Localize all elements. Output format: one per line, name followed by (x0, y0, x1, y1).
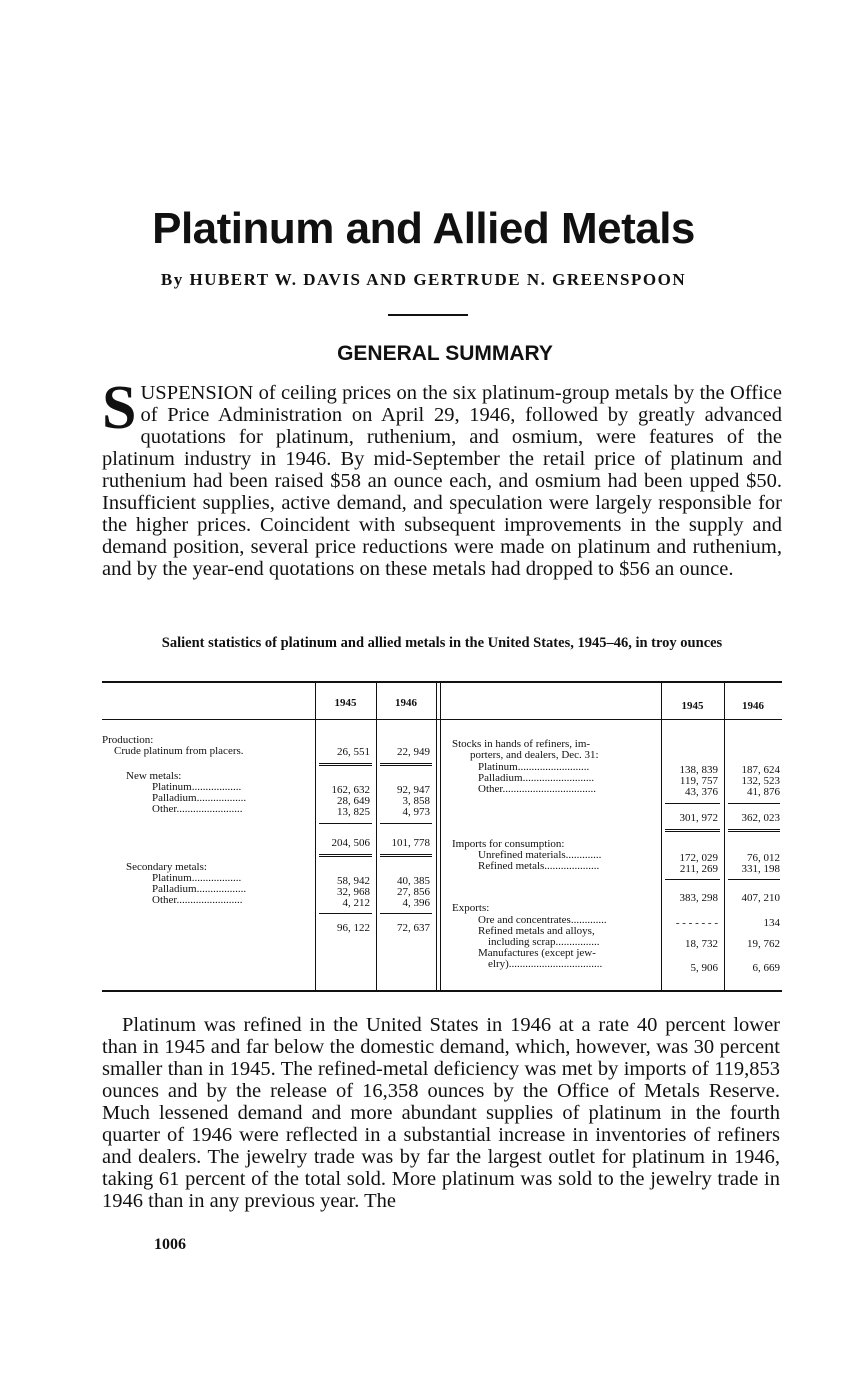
row-label: Secondary metals: (126, 861, 207, 873)
cell-value: 211, 269 (679, 863, 718, 875)
row-label: Platinum.......................... (478, 762, 590, 773)
cell-value: 119, 757 (679, 775, 718, 787)
cell-value: 18, 732 (685, 938, 718, 950)
col-header-1945: 1945 (681, 700, 704, 712)
row-label: Unrefined materials............. (478, 850, 602, 861)
cell-value: 132, 523 (741, 775, 780, 787)
sum-rule (665, 879, 720, 880)
sum-rule (728, 879, 780, 880)
row-label: Platinum.................. (152, 873, 242, 884)
lead-paragraph (102, 374, 782, 580)
row-label: Refined metals and alloys, (478, 925, 595, 937)
row-label: Palladium.................. (152, 793, 247, 804)
cell-value: - - - - - - - (675, 917, 718, 929)
cell-total: 383, 298 (679, 892, 718, 904)
cell-value: 13, 825 (337, 806, 370, 818)
drop-cap: S (102, 374, 137, 442)
double-rule (728, 829, 780, 832)
cell-total: 72, 637 (397, 922, 430, 934)
col-header-1946: 1946 (742, 700, 764, 712)
cell-total: 96, 122 (337, 922, 370, 934)
col-header-1945: 1945 (334, 697, 357, 709)
col-divider (376, 681, 377, 990)
cell-value: 6, 669 (752, 962, 780, 974)
cell-value: 187, 624 (741, 764, 780, 776)
row-label: Refined metals.................... (478, 861, 600, 872)
cell-value: 58, 942 (337, 875, 370, 887)
row-label: Exports: (452, 902, 490, 914)
double-rule (319, 854, 372, 857)
page-title: Platinum and Allied Metals (152, 204, 695, 253)
row-label: Production: (102, 734, 154, 746)
row-label: Stocks in hands of refiners, im- (452, 738, 591, 750)
sum-rule (319, 823, 372, 824)
cell-total: 301, 972 (679, 812, 718, 824)
row-label: Ore and concentrates............. (478, 915, 607, 926)
title-divider (388, 314, 468, 316)
table-caption: Salient statistics of platinum and allied metals in the United States, 1945–46, in troy ounces (161, 635, 723, 651)
cell-value: 4, 396 (402, 897, 430, 909)
cell-total: 101, 778 (391, 837, 430, 849)
cell-value: 76, 012 (747, 852, 780, 864)
page-number: 1006 (154, 1236, 186, 1253)
col-divider (436, 681, 437, 990)
cell-value: 43, 376 (685, 786, 718, 798)
row-label: including scrap................ (488, 937, 600, 948)
double-rule (380, 763, 432, 766)
row-label: Crude platinum from placers. (114, 745, 244, 757)
table-top-rule (102, 681, 782, 683)
double-rule (319, 763, 372, 766)
cell-value: 172, 029 (679, 852, 718, 864)
body-paragraph: Platinum was refined in the United States in 1946 at a rate 40 percent lower than in 1945 and far below the domestic demand, which, however, was 30 percent smaller than in 1945. The refined-metal deficiency was met by imports of 119,853 ounces and by the release of 16,358 ounces by the Office of Metals Reserve. Much lessened demand and more abundant supplies of platinum in the fourth quarter of 1946 were reflected in a substantial increase in inventories of refiners and dealers. The jewelry trade was by far the largest outlet for platinum in 1946, taking 61 percent of the total sold. More platinum was sold to the jewelry trade in 1946 than in any previous year. The (102, 1014, 780, 1212)
double-rule (380, 854, 432, 857)
cell-total: 362, 023 (741, 812, 780, 824)
cell-value: 4, 212 (342, 897, 370, 909)
salient-statistics-table (102, 681, 782, 993)
cell-value: 162, 632 (331, 784, 370, 796)
cell-total: 204, 506 (331, 837, 370, 849)
double-rule (665, 829, 720, 832)
cell-value: 5, 906 (690, 962, 718, 974)
row-label: Palladium.................. (152, 884, 247, 895)
col-divider (315, 681, 316, 990)
cell-value: 19, 762 (747, 938, 780, 950)
row-label: Imports for consumption: (452, 838, 565, 850)
section-heading: GENERAL SUMMARY (337, 342, 553, 365)
sum-rule (665, 803, 720, 804)
cell-value: 32, 968 (337, 886, 370, 898)
cell-value: 4, 973 (402, 806, 430, 818)
cell-total: 407, 210 (741, 892, 780, 904)
cell-value: 3, 858 (402, 795, 430, 807)
cell-value: 331, 198 (741, 863, 780, 875)
row-label: Other........................ (152, 804, 243, 815)
row-label: Other........................ (152, 895, 243, 906)
byline: By HUBERT W. DAVIS AND GERTRUDE N. GREENSPOON (160, 270, 687, 289)
row-label: Other.................................. (478, 784, 596, 795)
cell-value: 27, 856 (397, 886, 430, 898)
row-label: New metals: (126, 770, 182, 782)
col-divider (440, 681, 441, 990)
table-header-rule (102, 719, 782, 720)
cell-value: 134 (763, 917, 780, 929)
row-label: Palladium.......................... (478, 773, 595, 784)
cell-value: 28, 649 (337, 795, 370, 807)
sum-rule (728, 803, 780, 804)
cell-value: 26, 551 (337, 746, 370, 758)
cell-value: 40, 385 (397, 875, 430, 887)
cell-value: 138, 839 (679, 764, 718, 776)
sum-rule (380, 913, 432, 914)
cell-value: 41, 876 (747, 786, 780, 798)
cell-value: 92, 947 (397, 784, 430, 796)
col-header-1946: 1946 (395, 697, 417, 709)
sum-rule (380, 823, 432, 824)
table-bottom-rule (102, 990, 782, 992)
row-label: Manufactures (except jew- (478, 947, 596, 959)
sum-rule (319, 913, 372, 914)
row-label: porters, and dealers, Dec. 31: (470, 749, 599, 761)
cell-value: 22, 949 (397, 746, 430, 758)
lead-text: USPENSION of ceiling prices on the six platinum-group metals by the Office of Price Administration on April 29, 1946, followed by greatly advanced quotations for platinum, ruthenium, and osmium, were features of the platinum industry in 1946. By mid-September the retail price of platinum and ruthenium had been raised $58 an ounce each, and osmium had been upped $50. Insufficient supplies, active demand, and speculation were largely responsible for the higher prices. Coincident with subsequent improvements in the supply and demand position, several price reductions were made on platinum and ruthenium, and by the year-end quotations on these metals had dropped to $56 an ounce. (102, 382, 782, 580)
row-label: Platinum.................. (152, 782, 242, 793)
row-label: elry).................................. (488, 959, 603, 970)
